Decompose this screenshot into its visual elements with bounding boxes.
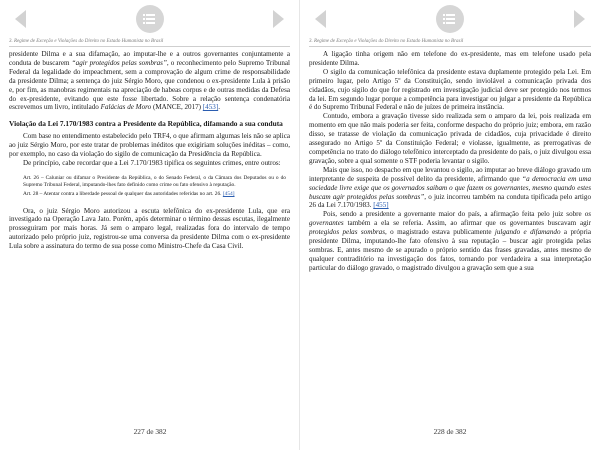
paragraph [309,166,591,211]
right-page [300,0,600,450]
list-menu-icon[interactable] [136,5,164,33]
quote-article-26: Art. 26 – Caluniar ou difamar o Presidente da República, o do Senado Federal, o da Câmara dos Deputados ou o do Supremo Tribunal Federal, imputando-lhes fato definido como crime ou fato ofensivo à reputação. [23,174,286,189]
paragraph [9,50,290,112]
italic-text: protegidos pelas sombras [309,228,385,237]
italic-quote: “agir protegidos pelas sombras” [71,58,167,67]
list-menu-icon[interactable] [436,5,464,33]
page-toolbar [309,0,591,38]
text-run: presidente Dilma e a sua difamação, ao imputar-lhe e a outros governantes conjuntamente a conduta de buscarem [9,50,290,67]
chevron-right-icon[interactable] [574,10,585,28]
text-run: Pois, sendo a presidente a governante maior do país, a afirmação feita pelo juiz sobre [323,210,585,219]
book-title: Falácias de Moro [100,103,152,112]
paragraph: Com base no entendimento estabelecido pelo TRF4, o que afirmam algumas leis não se aplica ao juiz Sérgio Moro, por este tratar de problemas inéditos que exigiriam soluções inéditas – como, por exemplo, no caso da violação do sigilo de comunicação da Presidência da República. [9,132,290,159]
page-body [309,50,591,273]
chevron-right-icon[interactable] [273,10,284,28]
paragraph: Ora, o juiz Sérgio Moro autorizou a escuta telefônica do ex-presidente Lula, que era investigado na Operação Lava Jato. Porém, após determinar o término dessas escutas, ilegalmente prosseguiram por mais horas. Já sem o amparo legal, realizadas fora do intervalo de tempo autorizado pelo próprio juiz, registrou-se uma conversa da presidente Dilma com o ex-presidente Lula sobre a assinatura do termo de sua posse como Ministro-Chefe da Casa Civil. [9,206,290,251]
text-run: . [218,103,220,112]
page-number: 227 de 382 [133,427,167,436]
text-run: a própria presidente Dilma, imputando-lhe fato ofensivo à sua reputação – buscar agir protegida pelas sombras. E, antes mesmo de se apurado o próprio sentido das frases gravadas, antes mesmo de qualquer contraditório na investigação dos fatos, tornando por verdadeira a sua interpretação particular do diálogo gravado, o magistrado divulgou a gravação sem que a sua [309,228,591,272]
text-run: , o reconhecimento pelo Supremo Tribunal Federal da legalidade do impeachment, sem a comprovação de algum crime de responsabilidade da presidente Dilma; a sentença do juiz Sérgio Moro, que condenou o ex-presidente Lula à prisão e, por fim, as manobras regimentais na apreciação de habeas corpus e de outras medidas da Defesa do ex-presidente, evitando que este fosse libertado. Sobre a relação sentença condenatória escrevemos um livro, intitulado [9,58,290,112]
running-head: 3. Regime de Exceção e Violações do Direito no Estado Humanista no Brasil [309,39,591,47]
paragraph: O sigilo da comunicação telefônica da presidente estava duplamente protegido pela Lei. Em primeiro lugar, pelo Artigo 5º da Constituição, sendo inviolável a comunicação privada dos cidadãos, cujo sigilo do que for registrado em investigação judicial deve ser protegido nos termos da lei. Em segundo lugar porque a competência para investigar ou julgar a presidente da República é do Supremo Tribunal Federal e não de juízes de primeira instância. [309,67,591,112]
text-run: Mais que isso, no despacho em que levantou o sigilo, ao imputar ao breve diálogo gravado um interpretante de suspeita de possível delito da presidente, afirmando que [309,165,591,183]
page-body [9,50,290,251]
section-heading: Violação da Lei 7.170/1983 contra a Presidente da República, difamando a sua conduta [9,119,283,129]
italic-text: os governantes [309,210,591,228]
text-run: também a ela se referia. Assim, ao afirmar que os governantes buscavam agir [343,219,591,228]
footnote-link[interactable]: [453] [202,103,219,112]
quote-article-28 [23,191,286,198]
page-toolbar [9,0,290,38]
italic-quote: “a democracia em uma sociedade livre exige que os governados saibam o que fazem os governantes, mesmo quando estes buscam agir protegidos pelas sombras” [309,174,591,201]
running-head: 3. Regime de Exceção e Violações do Direito no Estado Humanista no Brasil [9,39,290,47]
footnote-link[interactable]: [455] [373,201,389,210]
paragraph: Contudo, embora a gravação tivesse sido realizada sem o amparo da lei, pois realizada em momento em que não mais poderia ser feita, conforme despacho do próprio juiz; embora, em razão disso, se tratasse de violação da comunicação privada de cidadãos, cuja privacidade é direito assegurado no Artigo 5º da Constituição Federal; e violasse, igualmente, as prerrogativas de competência no trato do diálogo telefônico interceptado da presidente do país, o juiz divulgou essa gravação, sobre a qual somente o STF poderia levantar o sigilo. [309,112,591,165]
text-run: , o juiz incorreu também na conduta tipificada pelo artigo 26 da Lei 7.170/1983. [309,192,591,210]
text-run: , o magistrado estava publicamente [384,228,495,237]
page-number: 228 de 382 [433,427,467,436]
block-quote [23,175,286,199]
paragraph [309,210,591,272]
italic-text: julgando e difamando [494,228,561,237]
text-run: Art. 28 – Atentar contra a liberdade pessoal de qualquer das autoridades referidas no art. 26. [23,191,223,198]
chevron-left-icon[interactable] [315,10,326,28]
paragraph: A ligação tinha origem não em telefone do ex-presidente, mas em telefone usado pela presidente Dilma. [309,50,591,67]
citation: (MANCE, 2017) [151,103,203,112]
paragraph: De princípio, cabe recordar que a Lei 7.170/1983 tipifica os seguintes crimes, entre outros: [23,159,281,168]
footnote-link[interactable]: [454] [222,191,235,198]
chevron-left-icon[interactable] [15,10,26,28]
